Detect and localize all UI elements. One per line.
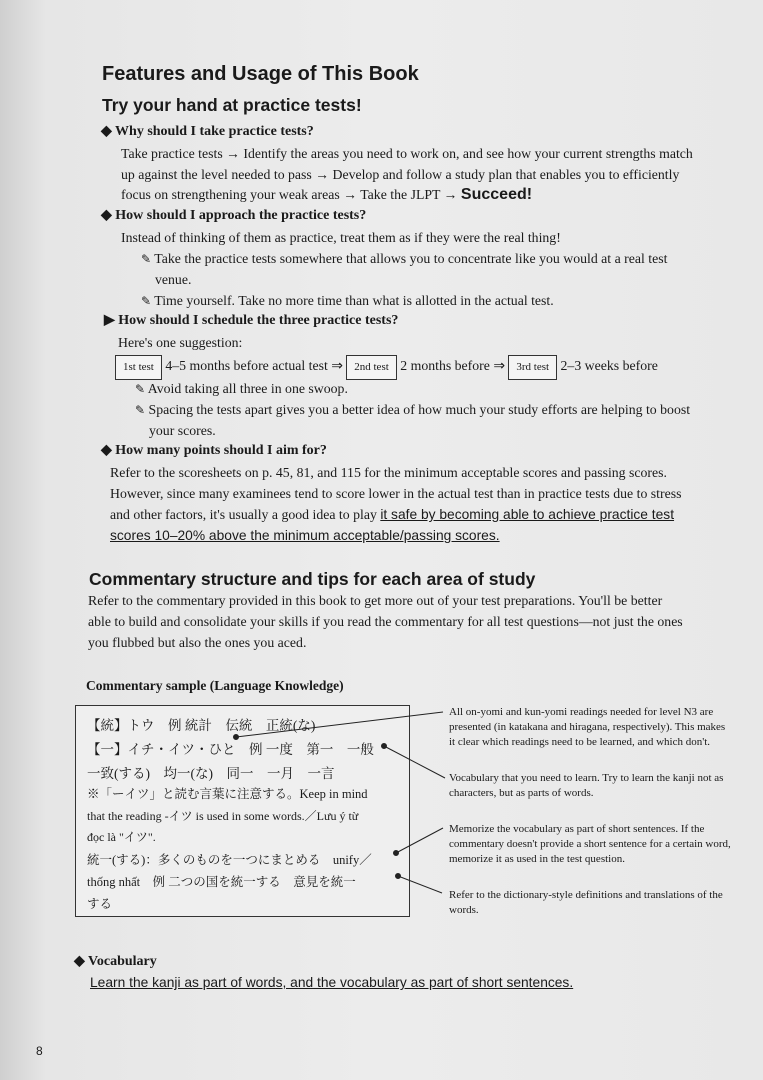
points-underline: it safe by becoming able to achieve practice test xyxy=(380,507,675,522)
how-tip1: ✎ Take the practice tests somewhere that allows you to concentrate like you would at a real test xyxy=(141,251,668,266)
schedule-tip2: ✎ Spacing the tests apart gives you a better idea of how much your study efforts are helping to boost xyxy=(135,402,691,417)
callout-dot-3 xyxy=(394,851,399,856)
pencil-icon: ✎ xyxy=(135,403,146,417)
vocabulary-line1: Learn the kanji as part of words, and the vocabulary as part of short sentences. xyxy=(90,975,574,990)
commentary-line1: Refer to the commentary provided in this book to get more out of your test preparations. You'll be better xyxy=(88,593,663,608)
pencil-icon: ✎ xyxy=(135,382,146,396)
triangle-right-icon: ▶ xyxy=(104,313,115,328)
why-question: ◆ Why should I take practice tests? xyxy=(101,124,314,139)
why-line3: focus on strengthening your weak areas → Take the JLPT → Succeed! xyxy=(121,186,533,203)
sample-line: する xyxy=(87,897,113,911)
points-line4: scores 10–20% above the minimum acceptable/passing scores. xyxy=(110,528,500,543)
commentary-heading: Commentary structure and tips for each area of study xyxy=(89,569,536,589)
how-line1: Instead of thinking of them as practice, treat them as if they were the real thing! xyxy=(121,230,561,245)
note-definitions: Refer to the dictionary-style definitions and translations of the words. xyxy=(449,889,723,916)
note-vocabulary: Vocabulary that you need to learn. Try to learn the kanji not as characters, but as parts of words. xyxy=(449,772,724,799)
sample-line: thống nhất 例 二つの国を統一する 意見を統一 xyxy=(87,875,356,889)
pencil-icon: ✎ xyxy=(141,294,152,308)
sample-line: that the reading -イツ is used in some words.／Lưu ý từ xyxy=(87,809,359,823)
why-line1: Take practice tests → Identify the areas you need to work on, and see how your current strengths match xyxy=(121,146,693,161)
note-sentences: Memorize the vocabulary as part of short sentences. If the commentary doesn't provide a short sentence for a certain word, memorize it as used in the test question. xyxy=(449,823,731,865)
commentary-line3: you flubbed but also the ones you aced. xyxy=(88,635,307,650)
callout-dot-2 xyxy=(382,744,387,749)
points-line3: and other factors, it's usually a good idea to play it safe by becoming able to achieve practice test xyxy=(110,507,675,522)
schedule-timeline: 1st test 4–5 months before actual test ⇒ 2nd test 2 months before ⇒ 3rd test 2–3 weeks before xyxy=(115,355,658,380)
vocabulary-heading: ◆ Vocabulary xyxy=(74,954,157,969)
schedule-intro: Here's one suggestion: xyxy=(118,335,243,350)
diamond-icon: ◆ xyxy=(101,443,112,458)
schedule-tip1: ✎ Avoid taking all three in one swoop. xyxy=(135,381,348,396)
test1-box: 1st test xyxy=(115,355,162,380)
points-line2: However, since many examinees tend to score lower in the actual test than in practice tests due to stress xyxy=(110,486,682,501)
diamond-icon: ◆ xyxy=(101,124,112,139)
callout-line-4 xyxy=(398,876,442,893)
note-readings: All on-yomi and kun-yomi readings needed for level N3 are presented (in katakana and hiragana, respectively). This makes it clear which readings need to be learned, and which don't. xyxy=(449,706,726,748)
callout-dot-1 xyxy=(234,735,239,740)
callout-line-2 xyxy=(384,746,445,778)
callout-dot-4 xyxy=(396,874,401,879)
diamond-icon: ◆ xyxy=(74,954,85,969)
page-title: Features and Usage of This Book xyxy=(102,63,419,85)
how-tip1-cont: venue. xyxy=(155,272,192,287)
test3-box: 3rd test xyxy=(508,355,557,380)
sample-line: 【統】トウ 例 統計 伝統 正統(な) xyxy=(87,718,316,733)
succeed-text: Succeed! xyxy=(460,186,533,203)
callout-line-1 xyxy=(236,712,443,737)
sample-line: đọc là "イツ". xyxy=(87,830,156,844)
points-line1: Refer to the scoresheets on p. 45, 81, and 115 for the minimum acceptable scores and passing scores. xyxy=(110,465,667,480)
points-question: ◆ How many points should I aim for? xyxy=(101,443,327,458)
test2-box: 2nd test xyxy=(346,355,397,380)
callout-line-3 xyxy=(396,828,443,853)
sample-line: 統一(する)：多くのものを一つにまとめる unify／ xyxy=(87,853,372,867)
practice-heading: Try your hand at practice tests! xyxy=(102,95,362,115)
pencil-icon: ✎ xyxy=(141,252,152,266)
sample-line: 一致(する) 均一(な) 同一 一月 一言 xyxy=(87,766,335,781)
why-line2: up against the level needed to pass → Develop and follow a study plan that enables you to efficiently xyxy=(121,167,680,182)
diamond-icon: ◆ xyxy=(101,208,112,223)
sample-label: Commentary sample (Language Knowledge) xyxy=(86,678,344,693)
commentary-line2: able to build and consolidate your skills if you read the commentary for all test questions—not just the ones xyxy=(88,614,683,629)
page-number: 8 xyxy=(36,1044,43,1058)
schedule-question: ▶ How should I schedule the three practice tests? xyxy=(104,313,399,328)
how-question: ◆ How should I approach the practice tests? xyxy=(101,208,367,223)
schedule-tip2-cont: your scores. xyxy=(149,423,216,438)
how-tip2: ✎ Time yourself. Take no more time than what is allotted in the actual test. xyxy=(141,293,554,308)
sample-line: ※「ーイツ」と読む言葉に注意する。Keep in mind xyxy=(87,787,368,801)
sample-line: 【一】イチ・イツ・ひと 例 一度 第一 一般 xyxy=(87,742,374,757)
